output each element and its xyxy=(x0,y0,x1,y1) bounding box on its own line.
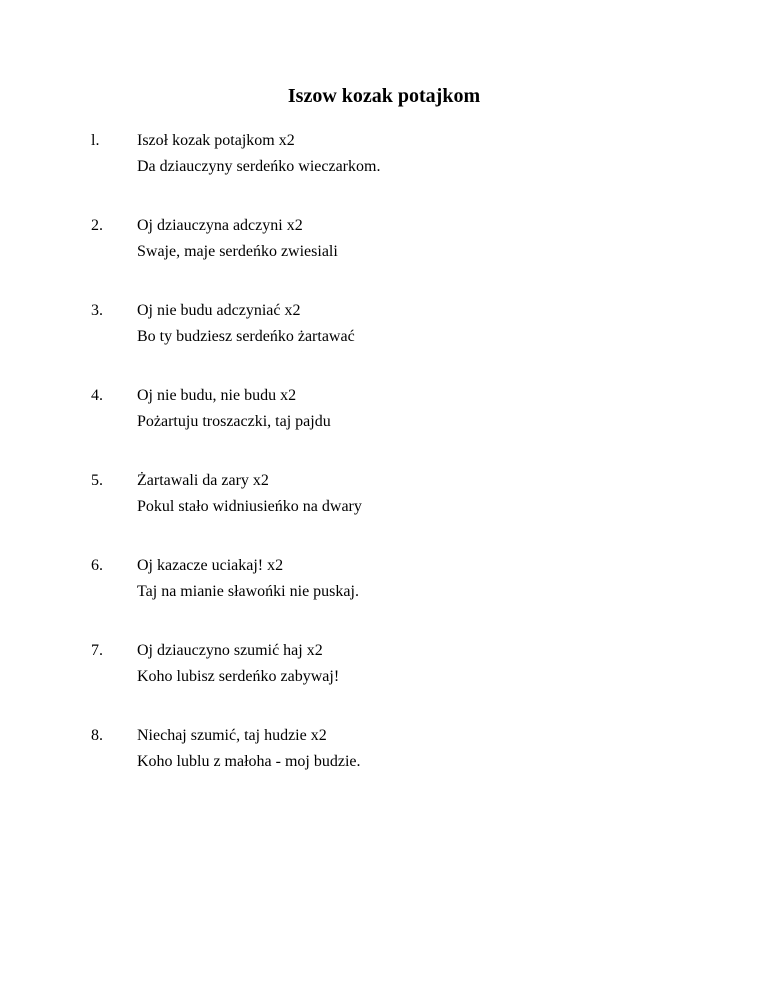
verse-line: Koho lublu z małoha - moj budzie. xyxy=(137,753,361,770)
verse-line: Pokul stało widniusieńko na dwary xyxy=(137,498,362,515)
verse-lines xyxy=(137,213,338,265)
verse-line: Oj dziauczyno szumić haj x2 xyxy=(137,642,323,659)
verse-line: Niechaj szumić, taj hudzie x2 xyxy=(137,727,327,744)
verse xyxy=(0,298,768,383)
verse-lines xyxy=(137,468,362,520)
verse-number: 4. xyxy=(91,387,103,404)
verse-list xyxy=(0,128,768,808)
verse-line: Swaje, maje serdeńko zwiesiali xyxy=(137,243,338,260)
verse xyxy=(0,213,768,298)
verse-line: Pożartuju troszaczki, taj pajdu xyxy=(137,413,331,430)
verse xyxy=(0,128,768,213)
verse-line: Da dziauczyny serdeńko wieczarkom. xyxy=(137,158,381,175)
verse-lines xyxy=(137,723,361,775)
verse-line: Bo ty budziesz serdeńko żartawać xyxy=(137,328,355,345)
verse-number: 6. xyxy=(91,557,103,574)
verse-line: Oj dziauczyna adczyni x2 xyxy=(137,217,303,234)
verse-lines xyxy=(137,383,331,435)
verse-lines xyxy=(137,128,380,180)
verse-number: 3. xyxy=(91,302,103,319)
verse-line: Iszoł kozak potajkom x2 xyxy=(137,132,295,149)
verse-lines xyxy=(137,298,355,350)
verse-line: Oj nie budu adczyniać x2 xyxy=(137,302,301,319)
verse-line: Koho lubisz serdeńko zabywaj! xyxy=(137,668,340,685)
verse xyxy=(0,553,768,638)
verse xyxy=(0,638,768,723)
verse-lines xyxy=(137,553,359,605)
verse-number: 2. xyxy=(91,217,103,234)
verse-number: 8. xyxy=(91,727,103,744)
verse-line: Oj nie budu, nie budu x2 xyxy=(137,387,297,404)
verse-number: 7. xyxy=(91,642,103,659)
verse-line: Żartawali da zary x2 xyxy=(137,472,269,489)
verse-line: Taj na mianie sławońki nie puskaj. xyxy=(137,583,359,600)
verse-lines xyxy=(137,638,339,690)
verse xyxy=(0,723,768,808)
verse-number: l. xyxy=(91,132,100,149)
page-title: Iszow kozak potajkom xyxy=(287,85,481,107)
verse-number: 5. xyxy=(91,472,103,489)
verse xyxy=(0,468,768,553)
verse-line: Oj kazacze uciakaj! x2 xyxy=(137,557,284,574)
verse xyxy=(0,383,768,468)
